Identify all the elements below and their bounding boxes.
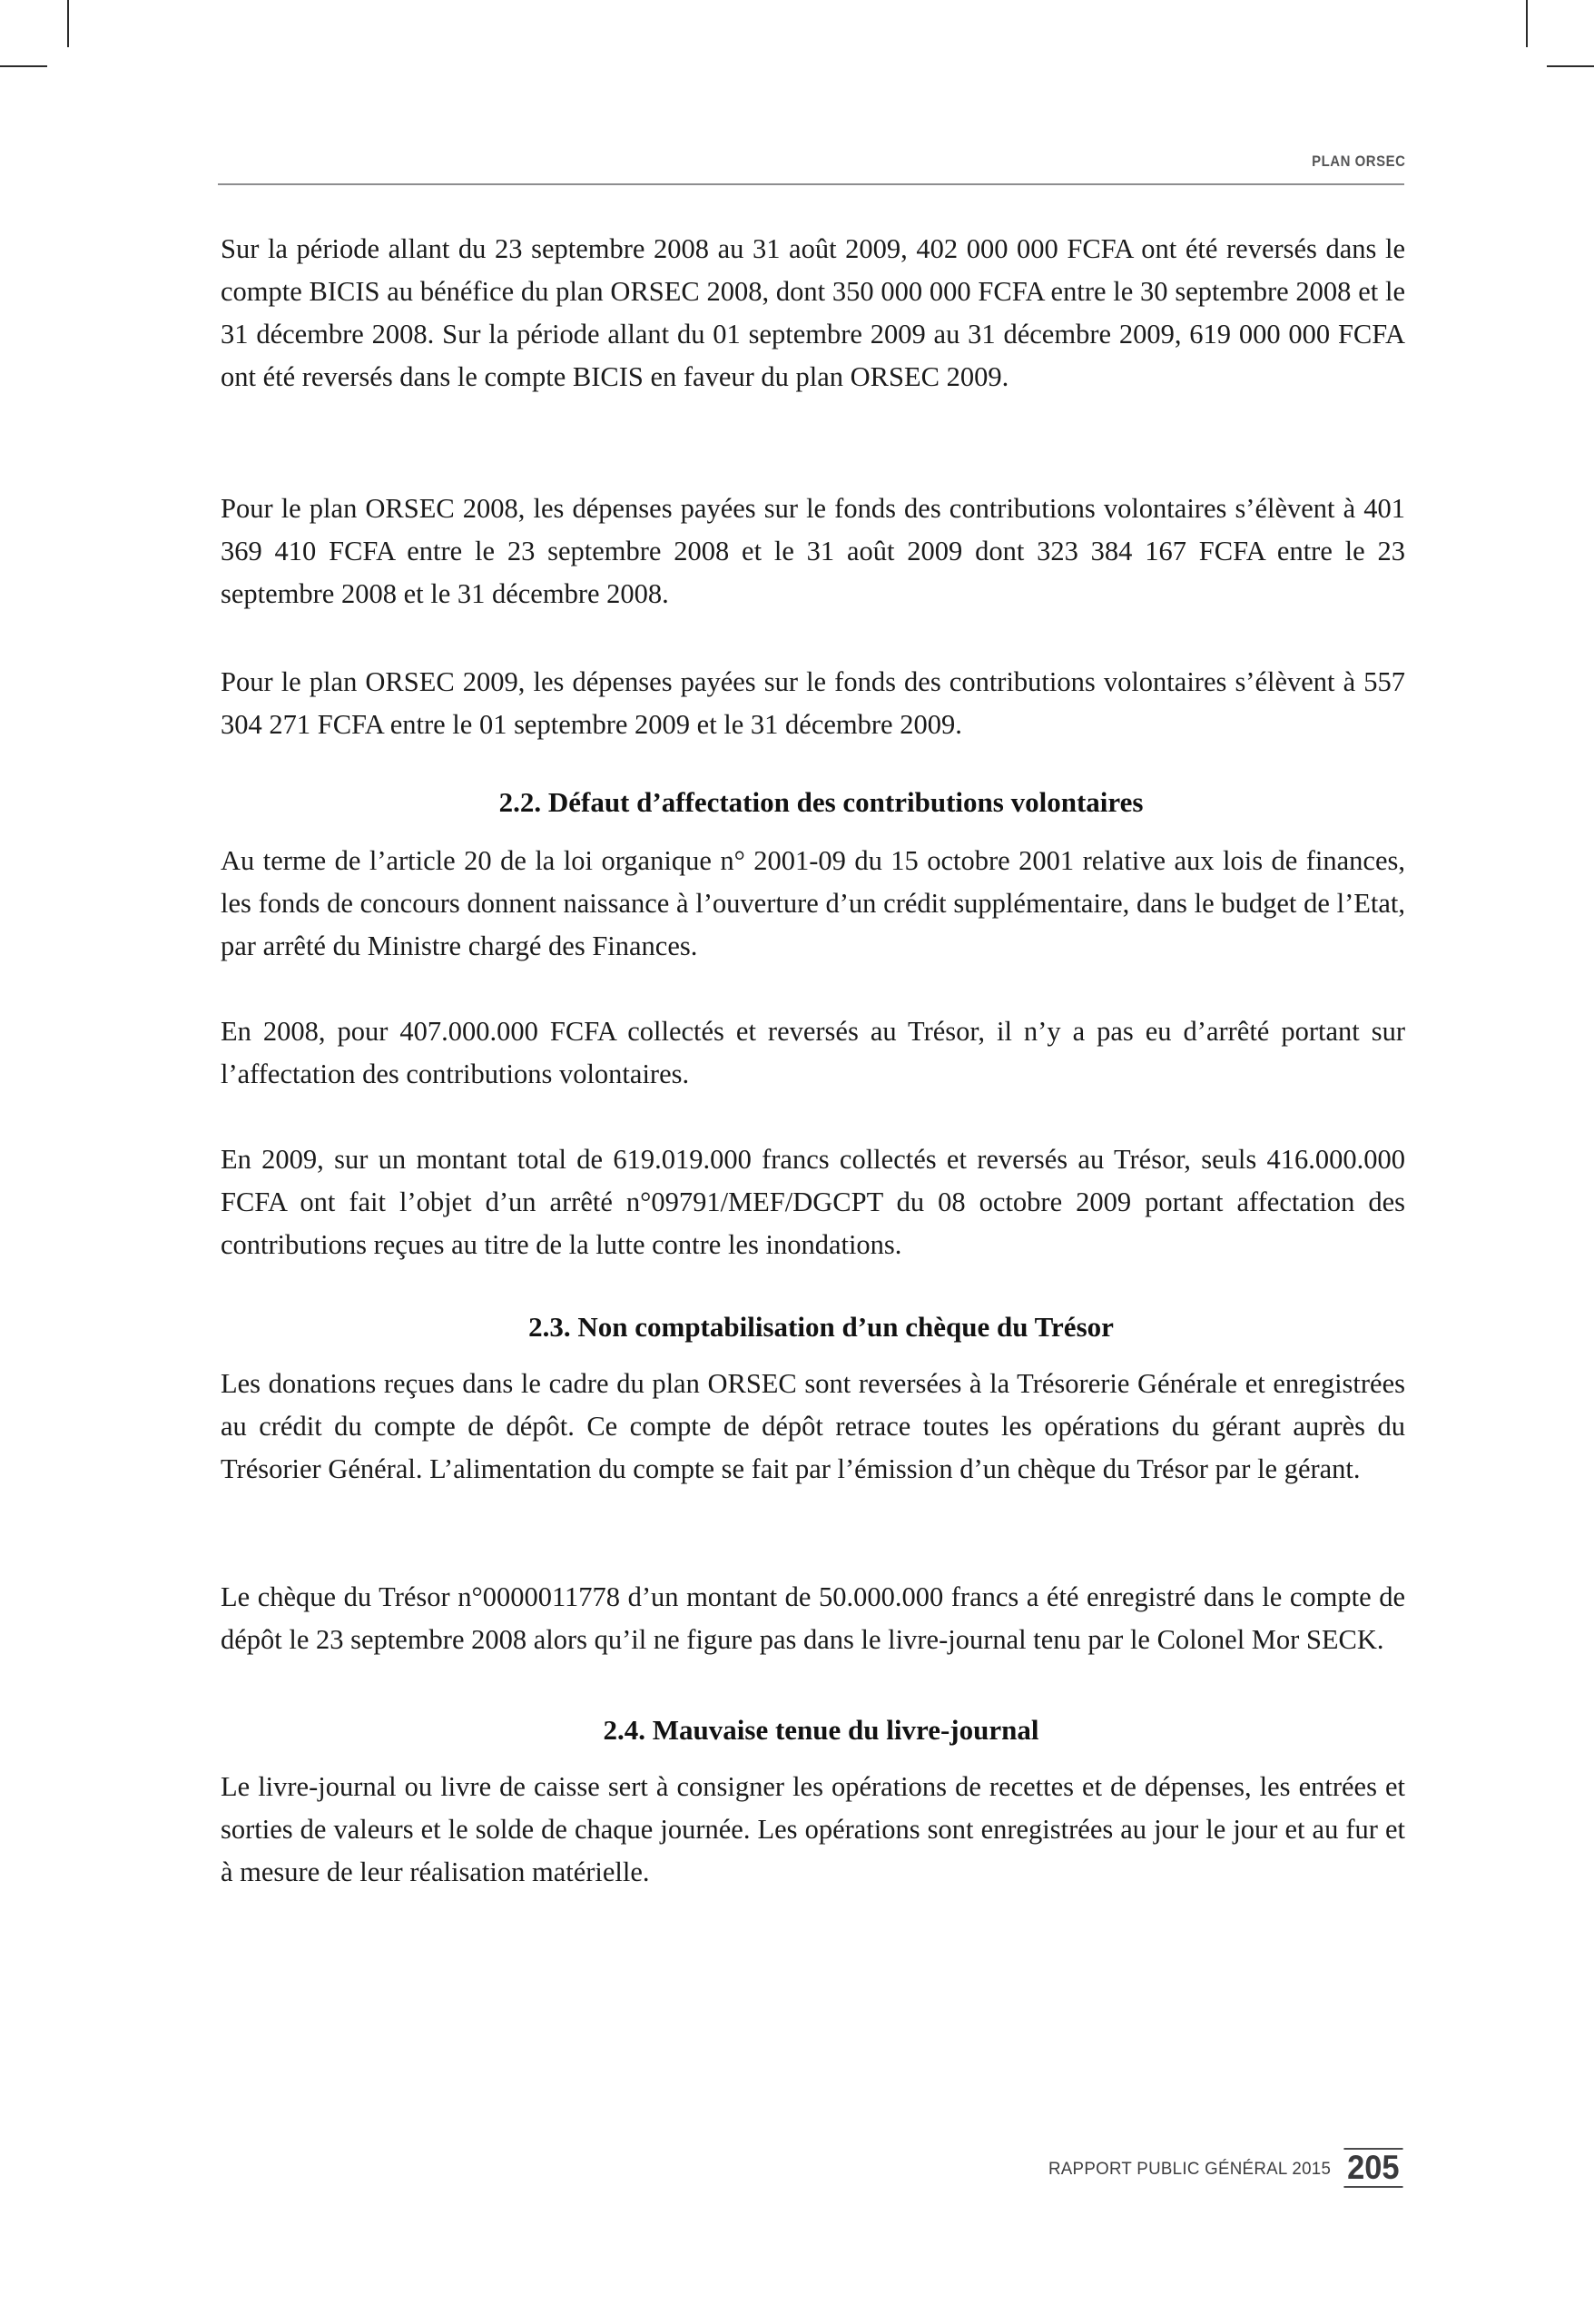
paragraph-cheque-tresor: Le chèque du Trésor n°0000011778 d’un montant de 50.000.000 francs a été enregistré dans le compte de dépôt le 23 septembre 2008 alors qu’il ne figure pas dans le livre-journal tenu par le Colonel Mor SECK. bbox=[221, 1581, 1405, 1655]
paragraph-livre-journal: Le livre-journal ou livre de caisse sert à consigner les opérations de recettes et de dépenses, les entrées et sorties de valeurs et le solde de chaque journée. Les opérations sont enregistrées au jour le jour et au fur et à mesure de leur réalisation matérielle. bbox=[221, 1771, 1405, 1887]
heading-2-2-text: 2.2. Défaut d’affectation des contributions volontaires bbox=[498, 786, 1144, 818]
crop-mark-top-right-vertical bbox=[1526, 0, 1528, 47]
running-head bbox=[221, 153, 1405, 171]
heading-2-2 bbox=[221, 783, 1405, 822]
running-head-title: PLAN ORSEC bbox=[1311, 153, 1405, 170]
heading-2-3 bbox=[221, 1307, 1405, 1347]
running-head-rule bbox=[218, 183, 1404, 185]
paragraph-donations-tresorerie: Les donations reçues dans le cadre du plan ORSEC sont reversées à la Trésorerie Générale et enregistrées au crédit du compte de dépôt. Ce compte de dépôt retrace toutes les opérations du gérant auprès du Trésorier Général. L’alimentation du compte se fait par l’émission d’un chèque du Trésor par le gérant. bbox=[221, 1368, 1405, 1484]
page-number: 205 bbox=[1344, 2148, 1403, 2188]
paragraph-2008-sans-arrete: En 2008, pour 407.000.000 FCFA collectés et reversés au Trésor, il n’y a pas eu d’arrêté portant sur l’affectation des contributions volontaires. bbox=[221, 1016, 1405, 1089]
page-footer bbox=[221, 2148, 1405, 2188]
paragraph-depenses-orsec-2009: Pour le plan ORSEC 2009, les dépenses payées sur le fonds des contributions volontaires s’élèvent à 557 304 271 FCFA entre le 01 septembre 2009 et le 31 décembre 2009. bbox=[221, 666, 1405, 740]
heading-2-4-text: 2.4. Mauvaise tenue du livre-journal bbox=[603, 1714, 1039, 1746]
paragraph-article-20-loi-organique: Au terme de l’article 20 de la loi organique n° 2001-09 du 15 octobre 2001 relative aux lois de finances, les fonds de concours donnent naissance à l’ouverture d’un crédit supplémentaire, dans le budget de l’Etat, par arrêté du Ministre chargé des Finances. bbox=[221, 845, 1405, 961]
paragraph-intro-reversements: Sur la période allant du 23 septembre 2008 au 31 août 2009, 402 000 000 FCFA ont été reversés dans le compte BICIS au bénéfice du plan ORSEC 2008, dont 350 000 000 FCFA entre le 30 septembre 2008 et le 31 décembre 2008. Sur la période allant du 01 septembre 2009 au 31 décembre 2009, 619 000 000 FCFA ont été reversés dans le compte BICIS en faveur du plan ORSEC 2009. bbox=[221, 233, 1405, 392]
footer-report-label: RAPPORT PUBLIC GÉNÉRAL 2015 bbox=[1048, 2159, 1332, 2179]
paragraph-depenses-orsec-2008: Pour le plan ORSEC 2008, les dépenses payées sur le fonds des contributions volontaires s’élèvent à 401 369 410 FCFA entre le 23 septembre 2008 et le 31 août 2009 dont 323 384 167 FCFA entre le 23 septembre 2008 et le 31 décembre 2008. bbox=[221, 493, 1405, 609]
heading-2-4 bbox=[221, 1710, 1405, 1750]
heading-2-3-text: 2.3. Non comptabilisation d’un chèque du Trésor bbox=[528, 1311, 1114, 1343]
crop-mark-top-left-vertical bbox=[67, 0, 69, 47]
crop-mark-top-left-horizontal bbox=[0, 65, 47, 67]
crop-mark-top-right-horizontal bbox=[1547, 65, 1594, 67]
paragraph-2009-arrete-mef-dgcpt: En 2009, sur un montant total de 619.019.000 francs collectés et reversés au Trésor, seuls 416.000.000 FCFA ont fait l’objet d’un arrêté n°09791/MEF/DGCPT du 08 octobre 2009 portant affectation des contributions reçues au titre de la lutte contre les inondations. bbox=[221, 1144, 1405, 1260]
